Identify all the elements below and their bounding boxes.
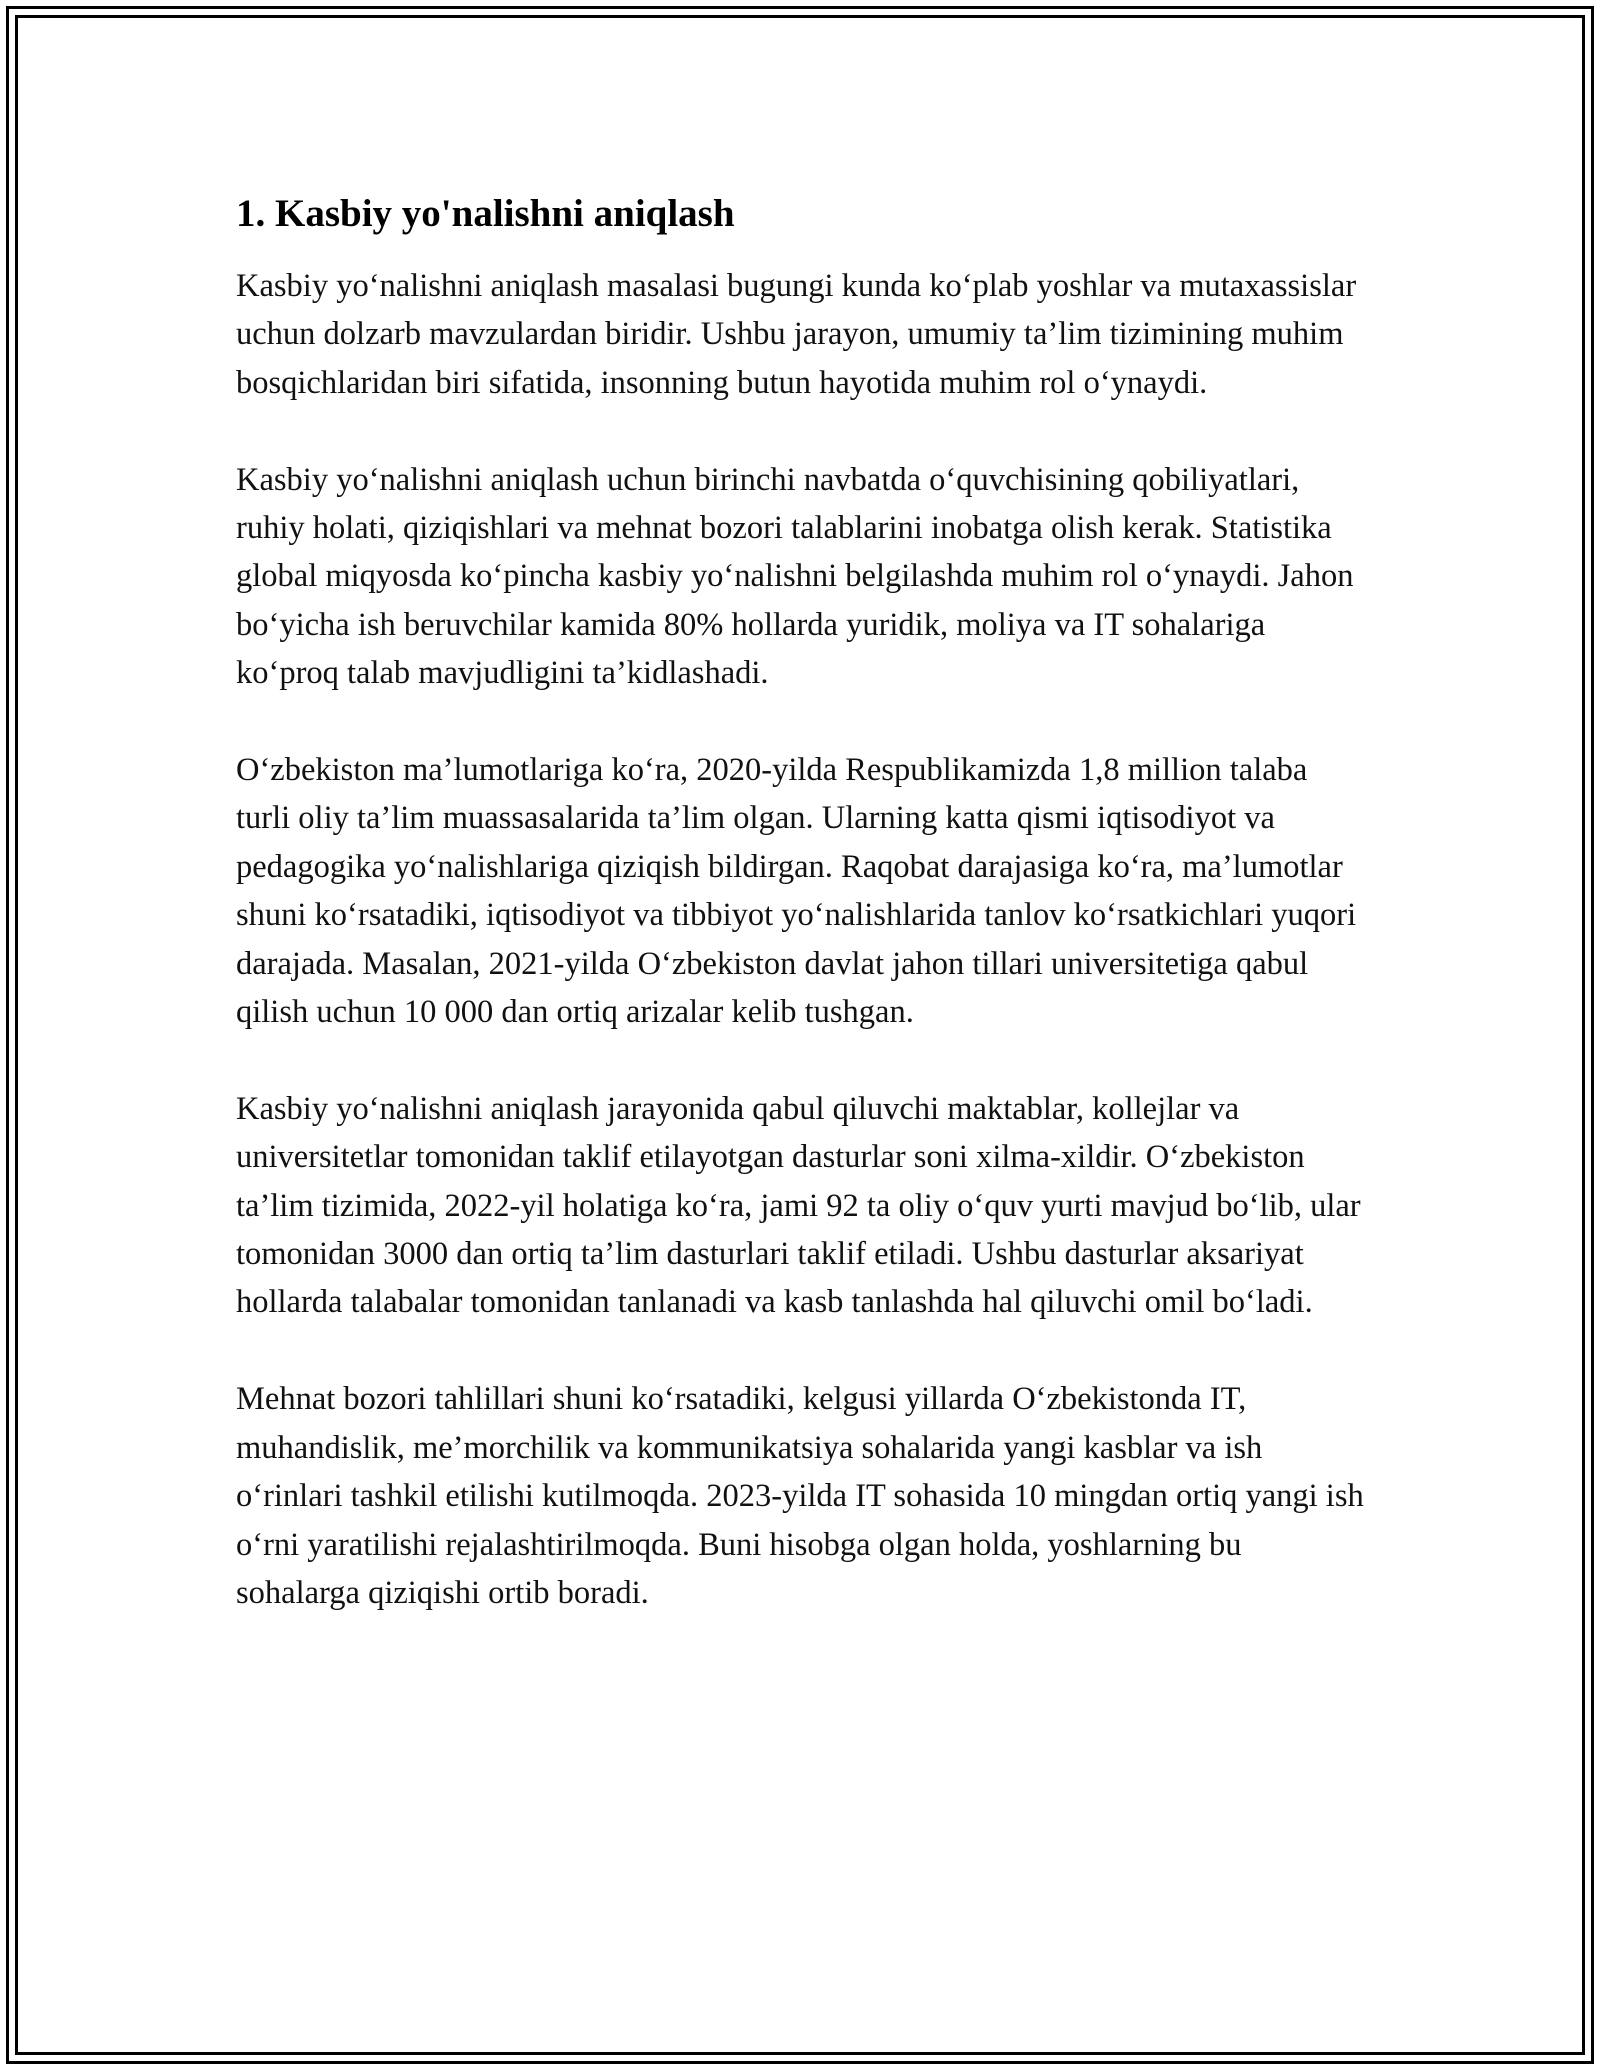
section-heading: 1. Kasbiy yo'nalishni aniqlash bbox=[236, 192, 735, 235]
paragraph-2: Kasbiy yo‘nalishni aniqlash uchun birinchi navbatda o‘quvchisining qobiliyatlari, ruhiy holati, qiziqishlari va mehnat bozori talablarini inobatga olish kerak. Statistika global miqyosda ko‘pincha kasbiy yo‘nalishni belgilashda muhim rol o‘ynaydi. Jahon bo‘yicha ish beruvchilar kamida 80% hollarda yuridik, moliya va IT sohalariga ko‘proq talab mavjudligini ta’kidlashadi. bbox=[236, 461, 1354, 692]
paragraph-3: O‘zbekiston ma’lumotlariga ko‘ra, 2020-yilda Respublikamizda 1,8 million talaba turli oliy ta’lim muassasalarida ta’lim olgan. Ularning katta qismi iqtisodiyot va pedagogika yo‘nalishlariga qiziqish bildirgan. Raqobat darajasiga ko‘ra, ma’lumotlar shuni ko‘rsatadiki, iqtisodiyot va tibbiyot yo‘nalishlarida tanlov ko‘rsatkichlari yuqori darajada. Masalan, 2021-yilda O‘zbekiston davlat jahon tillari universitetiga qabul qilish uchun 10 000 dan ortiq arizalar kelib tushgan. bbox=[236, 752, 1357, 1031]
paragraph-4: Kasbiy yo‘nalishni aniqlash jarayonida qabul qiluvchi maktablar, kollejlar va universitetlar tomonidan taklif etilayotgan dasturlar soni xilma-xildir. O‘zbekiston ta’lim tizimida, 2022-yil holatiga ko‘ra, jami 92 ta oliy o‘quv yurti mavjud bo‘lib, ular tomonidan 3000 dan ortiq ta’lim dasturlari taklif etiladi. Ushbu dasturlar aksariyat hollarda talabalar tomonidan tanlanadi va kasb tanlashda hal qiluvchi omil bo‘ladi. bbox=[236, 1090, 1361, 1321]
document-body bbox=[236, 186, 1366, 1617]
paragraph-1: Kasbiy yo‘nalishni aniqlash masalasi bugungi kunda ko‘plab yoshlar va mutaxassislar uchun dolzarb mavzulardan biridir. Ushbu jarayon, umumiy ta’lim tizimining muhim bosqichlaridan biri sifatida, insonning butun hayotida muhim rol o‘ynaydi. bbox=[236, 268, 1357, 401]
paragraph-5: Mehnat bozori tahlillari shuni ko‘rsatadiki, kelgusi yillarda O‘zbekistonda IT, muhandislik, me’morchilik va kommunikatsiya sohalarida yangi kasblar va ish o‘rinlari tashkil etilishi kutilmoqda. 2023-yilda IT sohasida 10 mingdan ortiq yangi ish o‘rni yaratilishi rejalashtirilmoqda. Buni hisobga olgan holda, yoshlarning bu sohalarga qiziqishi ortib boradi. bbox=[236, 1381, 1364, 1611]
